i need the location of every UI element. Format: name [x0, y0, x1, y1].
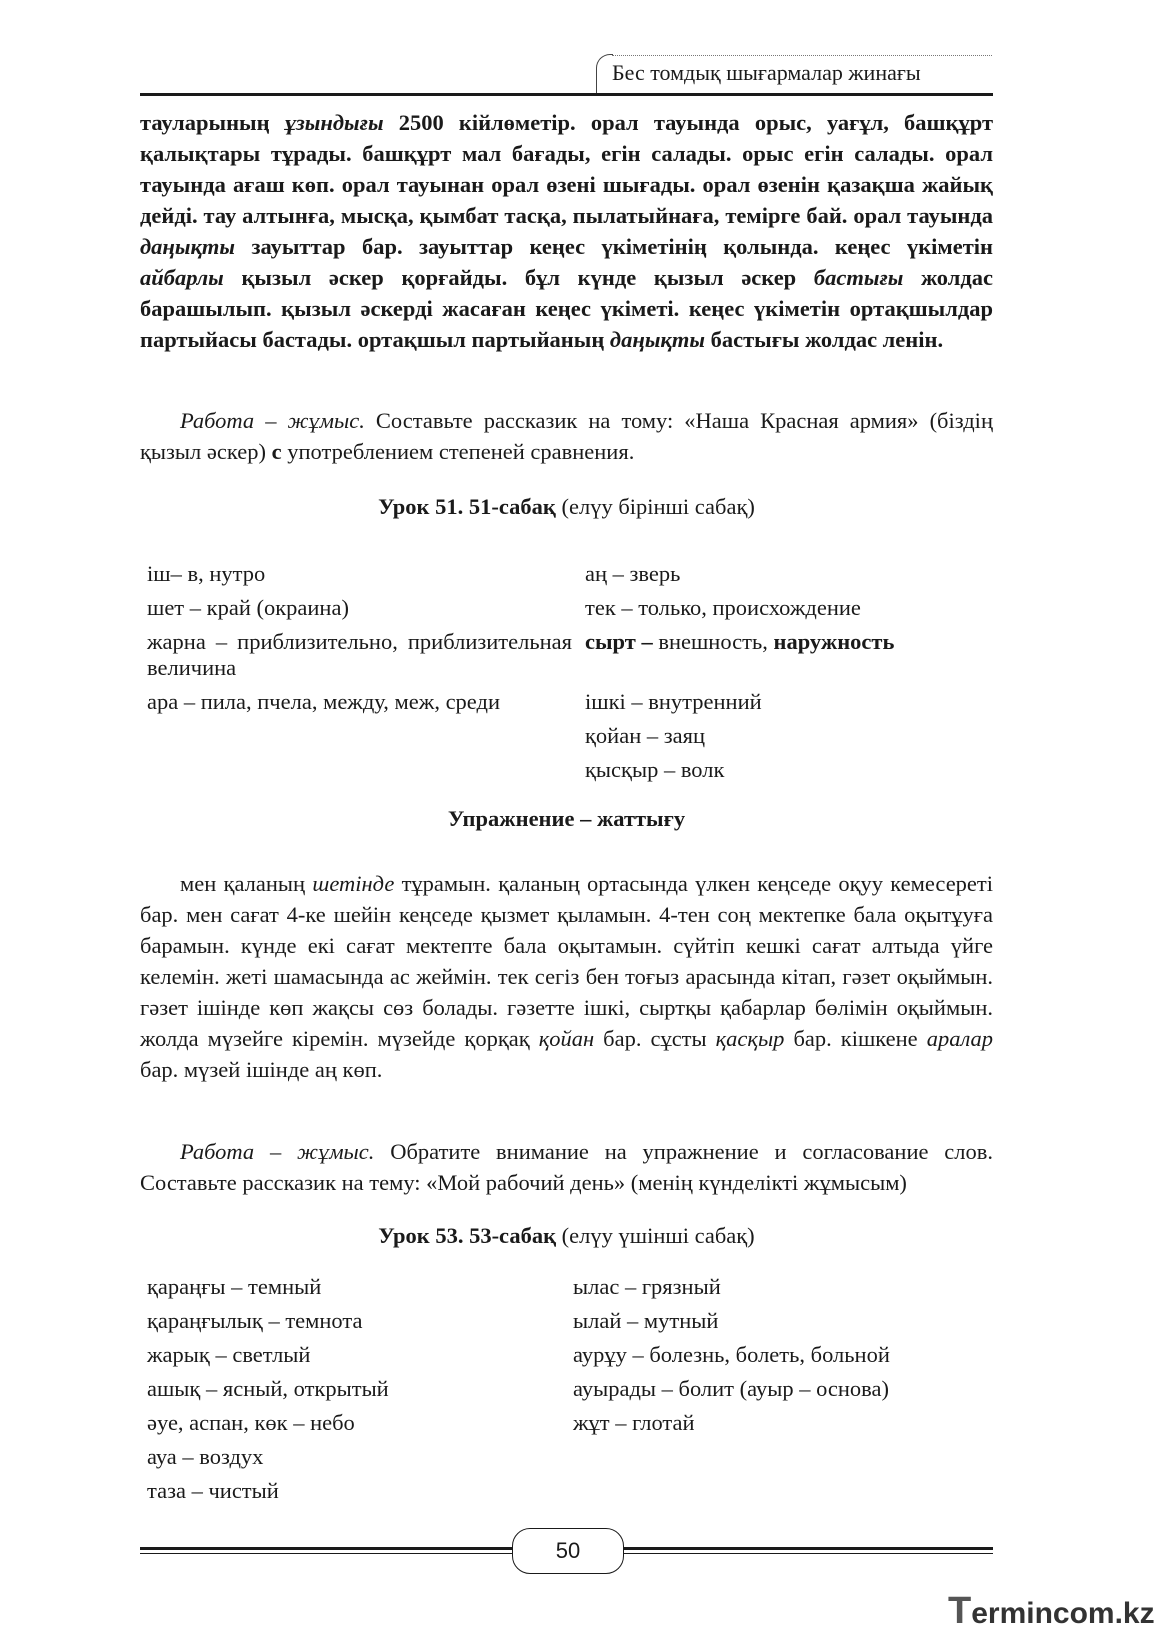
header-ornament — [596, 54, 613, 93]
italic-word: қасқыр — [715, 1026, 785, 1051]
italic-word: ұзындығы — [284, 110, 384, 135]
exercise-heading: Упражнение – жаттығу — [447, 806, 686, 831]
lesson-subtitle: (елүу бірінші сабақ) — [555, 494, 755, 519]
vocab-entry: әуе, аспан, көк – небо — [147, 1410, 355, 1435]
vocab-entry: аң – зверь — [585, 561, 681, 586]
task-paragraph — [140, 1136, 993, 1198]
vocab-entry: ішкі – внутренний — [585, 689, 762, 714]
vocab-entry: аурұу – болезнь, болеть, больной — [573, 1342, 890, 1367]
vocab-entry: жарна – приблизительно, приблизительная величина — [147, 629, 572, 680]
vocab-column-left — [147, 1270, 547, 1508]
italic-word: қойан — [538, 1026, 595, 1051]
task-paragraph — [140, 405, 993, 467]
text-run: зауыттар бар. зауыттар кеңес үкіметінің қолында. кеңес үкіметін — [235, 234, 993, 259]
bold-paragraph — [140, 107, 993, 355]
vocab-entry: жарық – светлый — [147, 1342, 311, 1367]
bold-term: наружность — [773, 629, 895, 654]
header-dotted-line — [612, 55, 992, 56]
exercise-paragraph — [140, 868, 993, 1085]
vocab-entry: ылай – мутный — [573, 1308, 719, 1333]
vocab-entry: ылас – грязный — [573, 1274, 721, 1299]
lesson-heading — [140, 494, 993, 520]
vocab-entry: ауырады – болит (ауыр – основа) — [573, 1376, 889, 1401]
vocab-entry: ара – пила, пчела, между, меж, среди — [147, 689, 500, 714]
vocab-column-left — [147, 557, 572, 719]
italic-word: айбарлы — [140, 265, 224, 290]
vocab-entry: қойан – заяц — [585, 723, 706, 748]
vocab-entry: тек – только, происхождение — [585, 595, 861, 620]
vocab-entry: шет – край (окраина) — [147, 595, 349, 620]
lesson-subtitle: (елүу үшінші сабақ) — [556, 1223, 755, 1248]
italic-word: аралар — [926, 1026, 994, 1051]
task-label: Работа – жұмыс. — [180, 408, 365, 433]
lesson-title: Урок 53. 53-сабақ — [378, 1223, 557, 1248]
text-run: тұрамын. қаланың ортасында үлкен кеңседе оқуу кемесереті бар. мен сағат 4-ке шейін кеңседе қызмет қыламын. 4-тен соң мектепке бала оқытұуға барамын. күнде екі сағат мектепте бала оқытамын. сүйтіп кешкі сағат алтыда үйге келемін. жеті шамасында ас жеймін. тек сегіз бен тоғыз арасында кітап, гәзет оқыймын. гәзет ішінде көп жақсы сөз болады. гәзетте ішкі, сыртқы қабарлар бөлімін оқыймын. жолда мүзейге кіремін. мүзейде қорқақ — [140, 871, 993, 1051]
vocab-entry: қараңғы – темный — [147, 1274, 322, 1299]
vocab-entry: қысқыр – волк — [585, 757, 725, 782]
vocab-entry: іш– в, нутро — [147, 561, 266, 586]
vocab-entry: жұт – глотай — [573, 1410, 695, 1435]
bold-letter: с — [271, 439, 282, 464]
italic-word: даңықты — [609, 327, 705, 352]
text-run: бар. сұсты — [594, 1026, 716, 1051]
bold-term: сырт – — [585, 629, 653, 654]
text-run: жолдас барашылып. қызыл әскерді жасаған кеңес үкіметі. кеңес үкіметін ортақшылдар партыйасы бастады. ортақшыл партыйаның — [140, 265, 993, 352]
text-run: внешность, — [652, 629, 774, 654]
watermark-logo — [948, 1590, 1155, 1633]
italic-word: шетінде — [312, 871, 395, 896]
watermark-text: ermincоm.kz — [971, 1597, 1155, 1630]
task-label: Работа – жұмыс. — [180, 1139, 375, 1164]
text-run: Обратите внимание на упражнение и согласование слов. Составьте рассказик на тему: «Мой рабочий день» (менің күнделікті жұмысым) — [140, 1139, 993, 1195]
vocab-entry: таза – чистый — [147, 1478, 279, 1503]
watermark-letter: T — [948, 1590, 972, 1632]
vocab-entry: қараңғылық – темнота — [147, 1308, 363, 1333]
header-rule — [140, 93, 993, 96]
lesson-heading — [140, 1223, 993, 1249]
vocab-column-right — [573, 1270, 993, 1440]
text-run: 2500 кійлөметір. орал тауында орыс, уағұл, башқұрт қалықтары тұрады. башқұрт мал бағады, егін салады. орыс егін салады. орал тауында ағаш көп. орал тауынан орал өзені шығады. орал өзенін қазақша жайық дейді. тау алтынға, мысқа, қымбат тасқа, пылатыйнаға, темірге бай. орал тауында — [140, 110, 993, 228]
text-run: Составьте рассказик на тому: «Наша Красная армия» (біздің қызыл әскер) — [140, 408, 993, 464]
text-run: тауларының — [140, 110, 285, 135]
italic-word: даңықты — [140, 234, 236, 259]
lesson-title: Урок 51. 51-сабақ — [378, 494, 556, 519]
vocab-entry: ауа – воздух — [147, 1444, 264, 1469]
running-header: Бес томдық шығармалар жинағы — [612, 60, 921, 85]
page-number: 50 — [512, 1528, 624, 1574]
text-run: қызыл әскер қорғайды. бұл күнде қызыл әскер — [223, 265, 814, 290]
italic-word: бастығы — [813, 265, 904, 290]
text-run: мен қаланың — [180, 871, 313, 896]
vocab-column-right — [585, 557, 1005, 787]
text-run: употреблением степеней сравнения. — [281, 439, 635, 464]
vocab-entry — [585, 625, 1005, 685]
vocab-entry: ашық – ясный, открытый — [147, 1376, 389, 1401]
text-run: бастығы жолдас ленін. — [704, 327, 944, 352]
text-run: бар. кішкене — [784, 1026, 927, 1051]
text-run: бар. мүзей ішінде аң көп. — [140, 1057, 383, 1082]
